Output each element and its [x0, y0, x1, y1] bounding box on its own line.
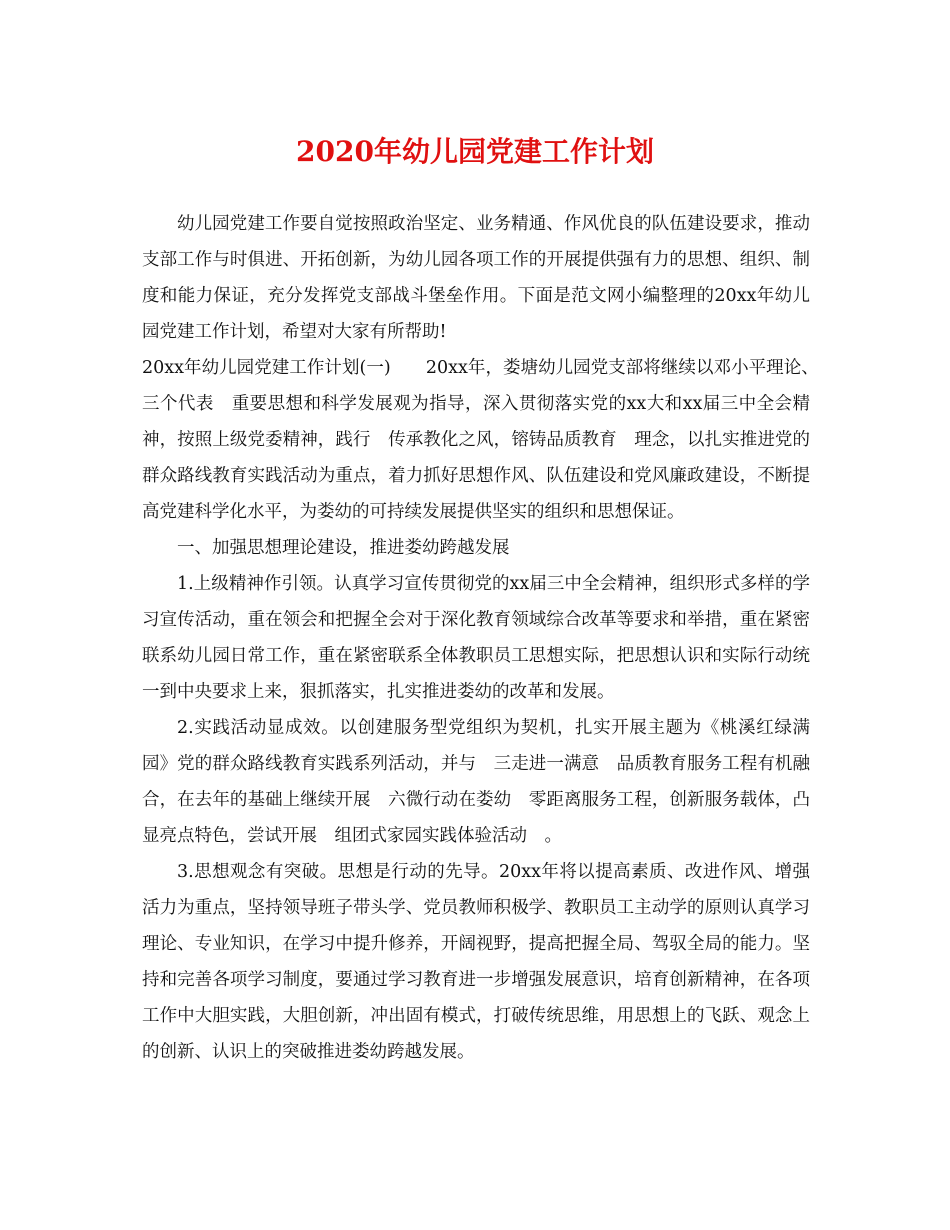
document-title: 2020年幼儿园党建工作计划: [296, 135, 654, 168]
item-2-paragraph: 2.实践活动显成效。以创建服务型党组织为契机，扎实开展主题为《桃溪红绿满园》党的群众路线教育实践系列活动，并与 三走进一满意 品质教育服务工程有机融合，在去年的基础上继续开展 六微行动在娄幼 零距离服务工程，创新服务载体，凸显亮点特色，尝试开展 组团式家园实践体验活动 。: [142, 718, 810, 846]
item-3-paragraph: 3.思想观念有突破。思想是行动的先导。20xx年将以提高素质、改进作风、增强活力为重点，坚持领导班子带头学、党员教师积极学、教职员工主动学的原则认真学习理论、专业知识，在学习中提升修养，开阔视野，提高把握全局、驾驭全局的能力。坚持和完善各项学习制度，要通过学习教育进一步增强发展意识，培育创新精神，在各项工作中大胆实践，大胆创新，冲出固有模式，打破传统思维，用思想上的飞跃、观念上的创新、认识上的突破推进娄幼跨越发展。: [142, 862, 810, 1062]
item-1-paragraph: 1.上级精神作引领。认真学习宣传贯彻党的xx届三中全会精神，组织形式多样的学习宣传活动，重在领会和把握全会对于深化教育领域综合改革等要求和举措，重在紧密联系幼儿园日常工作，重在紧密联系全体教职员工思想实际，把思想认识和实际行动统一到中央要求上来，狠抓落实，扎实推进娄幼的改革和发展。: [142, 574, 810, 702]
section-heading: 一、加强思想理论建设，推进娄幼跨越发展: [177, 538, 510, 558]
plan-one-paragraph: 20xx年幼儿园党建工作计划(一) 20xx年，娄塘幼儿园党支部将继续以邓小平理论、 三个代表 重要思想和科学发展观为指导，深入贯彻落实党的xx大和xx届三中全会精神，按照上级党委精神，践行 传承教化之风，镕铸品质教育 理念，以扎实推进党的群众路线教育实践活动为重点，着力抓好思想作风、队伍建设和党风廉政建设，不断提高党建科学化水平，为娄幼的可持续发展提供坚实的组织和思想保证。: [142, 358, 828, 522]
intro-paragraph: 幼儿园党建工作要自觉按照政治坚定、业务精通、作风优良的队伍建设要求，推动支部工作与时俱进、开拓创新，为幼儿园各项工作的开展提供强有力的思想、组织、制度和能力保证，充分发挥党支部战斗堡垒作用。下面是范文网小编整理的20xx年幼儿园党建工作计划，希望对大家有所帮助!: [142, 214, 810, 342]
document-body: [142, 206, 828, 1070]
